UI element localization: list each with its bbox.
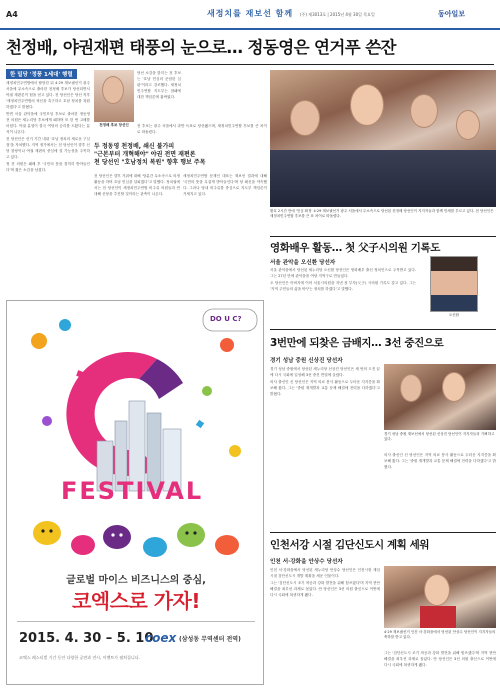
coex-logo: coex: [145, 631, 177, 645]
article-column-3a: 천 당선인은 향후 거취에 대해 '당분간 무소속으로 의정 활동을 하며 호남 민심을 살피겠다'고 말했다. 정치권에서는 천 당선인이 새정치민주연합 비주류 의원들과 연대해 신당을 추진할 것이라는 관측이 나온다.: [94, 174, 180, 196]
ad-venue: (삼성동 무역센터 전역): [179, 636, 241, 643]
newspaper-brand: 동아일보: [438, 9, 466, 18]
candidate-face: [102, 76, 124, 104]
mid-headline-2: "근본부터 개혁해야" 야권 전면 재편론: [94, 151, 196, 158]
section2-body: 서울 관악을에서 당선된 새누리당 오신환 당선인은 영화배우 출신 정치인으로 주목받고 있다. 그는 27년 만에 관악을을 여당 지역구로 만들었다. 오 당선인은 아버지에 이어 서울시의원을 지낸 첫 부자(父子) 시의원 기록도 갖고 있다. 그는 '지역 주민들의 삶을 바꾸는 정치를 하겠다'고 말했다.: [270, 268, 416, 291]
ad-slogan: 코엑스로 가자!: [71, 589, 200, 613]
ad-bubble-text: DO U C?: [210, 315, 242, 323]
ad-footnote: 코엑스 페스티벌 기간 동안 다양한 공연과 전시, 이벤트가 펼쳐집니다.: [19, 655, 140, 660]
mid-headlines: [94, 143, 266, 167]
section3-photo-caption: 경기 성남 중원 재보선에서 당선된 신상진 당선인이 지지자들과 기뻐하고 있다.: [384, 432, 495, 441]
section2-subtitle: 서울 관악을 오신환 당선자: [270, 260, 336, 266]
section4-photo-caption: 4·29 재보궐선거 인천 서·강화을에서 당선된 안상수 당선인이 지지자들의 축하를 받고 있다.: [384, 630, 496, 639]
ad-dates: 2015. 4. 30 – 5. 10: [19, 631, 154, 646]
mid-headline-3: 천 당선인 "호남정치 복원" 향후 행보 주목: [94, 159, 206, 166]
section-rule-2: [270, 329, 496, 330]
candidate-photo-caption: 천정배 후보 당선인: [99, 123, 129, 127]
section-label: 새정치를 재보선 함께: [206, 9, 294, 18]
candidate-photo: [94, 70, 134, 122]
article-column-3b: 새정치민주연합 문재인 대표는 재보선 결과에 대해 '국민의 뜻을 무겁게 받아들인다'며 당 쇄신을 약속했다. 그러나 당내 비주류를 중심으로 지도부 책임론이 거세지고 있다.: [183, 174, 267, 196]
section-rule-1: [270, 236, 496, 237]
section3-title: 3번만에 되찾은 금배지… 3선 중진으로: [270, 337, 444, 349]
mascot-characters: [33, 521, 239, 557]
section3-body: 경기 성남 중원에서 당선된 새누리당 신상진 당선인은 세 번의 도전 끝에 다시 국회에 입성해 3선 중진 반열에 올랐다. 의사 출신인 신 당선인은 지역 의료 봉사 활동으로 두터운 지지층을 확보해 왔다. 그는 '중원 재개발과 교통 문제 해결에 전력을 다하겠다'고 밝혔다.: [270, 367, 380, 396]
mid-headline-1: 두 정동영 천정배, 쇄신 불가피: [94, 143, 175, 150]
section2-portrait-caption: 오신환: [448, 313, 460, 317]
section4-title: 인천서강 시절 김단신도시 계획 세워: [270, 539, 430, 551]
celebration-photo-caption: 환호 2시간 만에 '민심 확정' 4·29 재보궐선거 광주 서을에서 무소속으로 당선된 천정배 당선인이 지지자들과 함께 만세를 부르고 있다. 천 당선인은 새정치민주연합 후보를 큰 표 차이로 따돌렸다.: [270, 209, 494, 218]
issue-line: (주) 제3013호 | 2015년 4월 30일 목요일: [300, 12, 375, 17]
section4-photo: [384, 566, 496, 628]
section2-title: 영화배우 활동… 첫 父子시의원 기록도: [270, 242, 440, 254]
article-column-1: 새정치민주연합에서 탈당한 뒤 4·29 재보궐선거 광주 서을에 무소속으로 출마한 천정배 후보가 당선되면서 야권 재편론이 힘을 얻고 있다. 천 당선인은 당선 직후 '새정치민주연합의 혁신을 촉구하고 호남 정치를 복원하겠다'고 밝혔다. 반면 서울 관악을에 국민모임 후보로 출마한 정동영 전 의원은 새누리당 후보에게 패하며 또 한 번 고배를 마셨다. 야권 분열이 결국 여당의 승리를 도왔다는 분석이 나온다. 천 당선인은 선거 기간 내내 '호남 정치의 새로운 구심점'을 자처했다. 지역 정가에서는 천 당선인이 향후 신당 창당이나 야권 재편의 중심에 설 가능성을 주목하고 있다. 정 전 의원은 패배 후 '국민의 뜻을 겸허히 받아들인다'며 짧은 소감을 남겼다.: [6, 81, 90, 172]
ad-tagline: 글로벌 마이스 비즈니스의 중심,: [66, 575, 206, 586]
section4-subtitle: 인천 서·강화을 안상수 당선자: [270, 559, 343, 565]
celebration-photo: [270, 70, 496, 207]
ad-festival-word: FESTIVAL: [61, 477, 204, 505]
page-number: A4: [6, 10, 18, 19]
article-column-2a: 당선 소감을 밝히는 천 후보는 '호남 민심의 준엄한 심판'이라고 강조했다. 새정치민주연합 지도부는 참패에 대한 책임론에 휩싸였다.: [137, 71, 181, 99]
main-headline: 천정배, 야권재편 태풍의 눈으로… 정동영은 연거푸 쓴잔: [6, 38, 396, 57]
headline-rule: [6, 64, 494, 65]
section4-body-cont: 그는 '검단신도시 조기 착공과 강화 발전을 위해 힘쓰겠다'며 지역 현안 해결을 최우선 과제로 꼽았다. 안 당선인은 3선 의원 출신으로 이번에 다시 국회에 복귀하게 됐다.: [384, 651, 496, 667]
section3-subtitle: 경기 성남 중원 신상진 당선자: [270, 358, 343, 364]
section2-portrait: [430, 256, 478, 312]
article-column-2b: 천 후보는 광주 서을에서 과반 득표로 당선됐으며, 새정치민주연합 후보를 큰 차이로 따돌렸다.: [137, 124, 267, 134]
coex-festival-ad: [6, 300, 264, 685]
section3-photo: [384, 364, 496, 430]
section3-body-cont: 의사 출신인 신 당선인은 지역 의료 봉사 활동으로 두터운 지지층을 확보해 왔다. 그는 '중원 재개발과 교통 문제 해결에 전력을 다하겠다'고 밝혔다.: [384, 453, 496, 469]
section4-body: 인천 서·강화을에서 당선된 새누리당 안상수 당선인은 인천시장 재임 시절 검단신도시 개발 계획을 세운 인물이다. 그는 '검단신도시 조기 착공과 강화 발전을 위해 힘쓰겠다'며 지역 현안 해결을 최우선 과제로 꼽았다. 안 당선인은 3선 의원 출신으로 이번에 다시 국회에 복귀하게 됐다.: [270, 568, 380, 597]
section-rule-3: [270, 532, 496, 533]
article-byline: 한 밀당 '정풍 1세대' 행렬: [6, 69, 77, 79]
